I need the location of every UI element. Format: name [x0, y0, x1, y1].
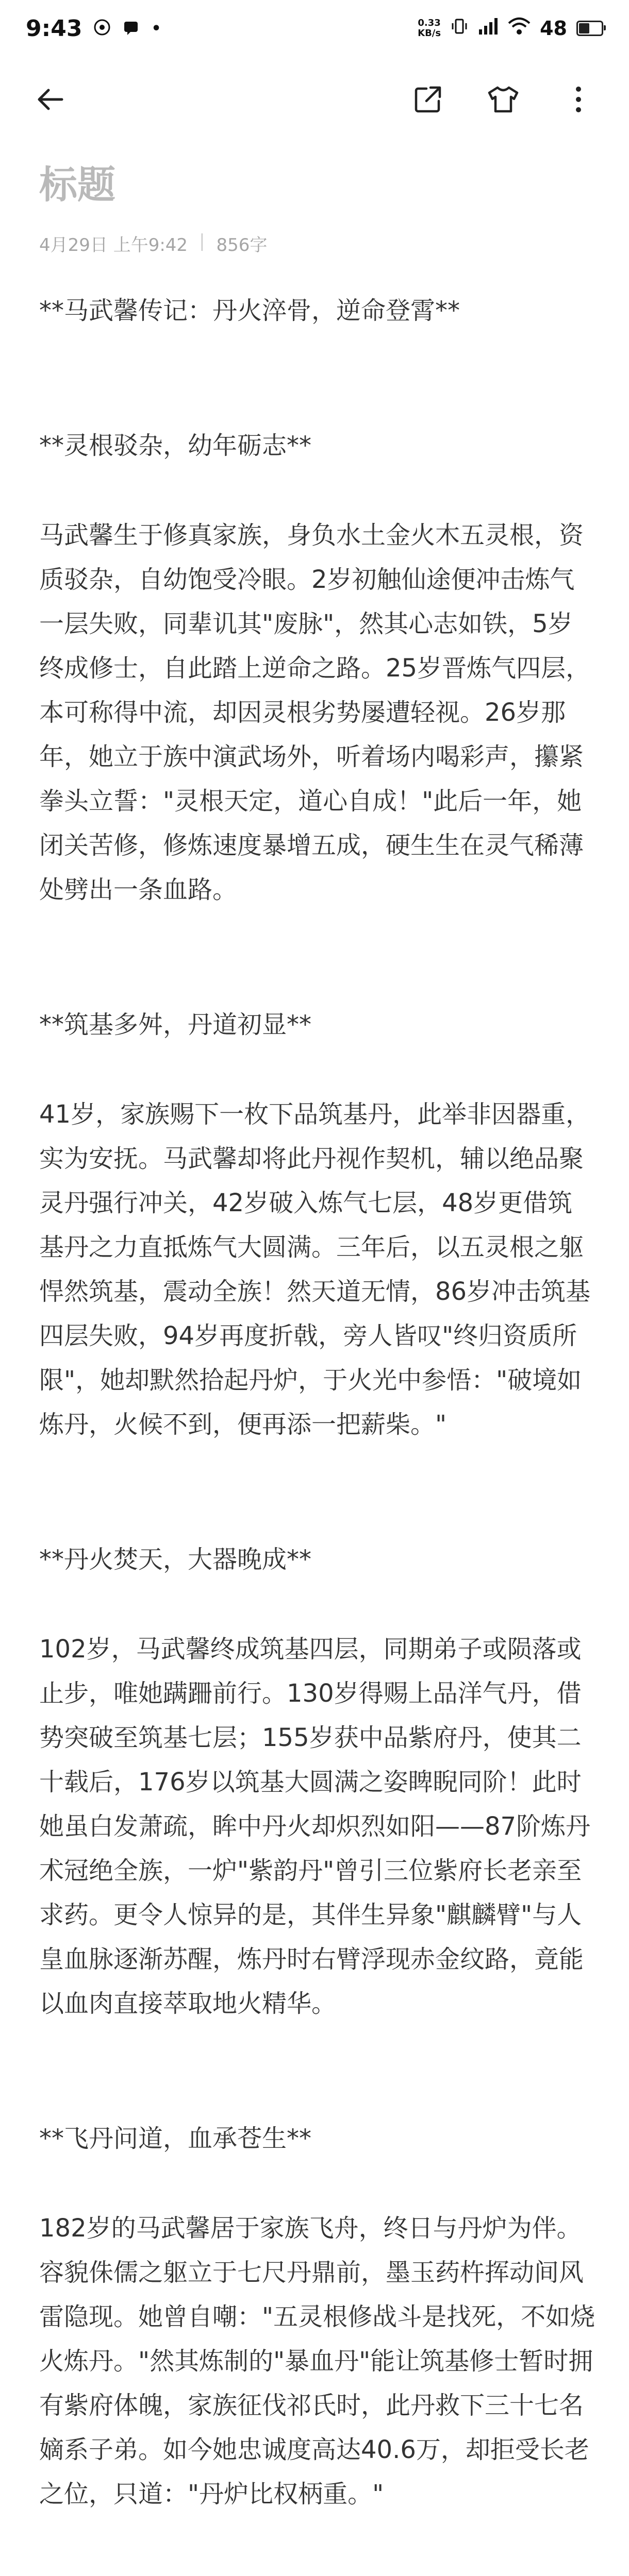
back-button[interactable]	[31, 81, 70, 120]
toolbar-actions	[408, 81, 598, 120]
message-icon	[122, 15, 140, 42]
back-arrow-icon	[35, 84, 66, 117]
note-toolbar	[0, 62, 629, 139]
section-paragraph: 41岁，家族赐下一枚下品筑基丹，此举非因器重，实为安抚。马武馨却将此丹视作契机，辅以绝品聚灵丹强行冲关，42岁破入炼气七层，48岁更借筑基丹之力直抵炼气大圆满。三年后，以五灵根之躯悍然筑基，震动全族！然天道无情，86岁冲击筑基四层失败，94岁再度折戟，旁人皆叹"终归资质所限"，她却默然拾起丹炉，于火光中参悟："破境如炼丹，火候不到，便再添一把薪柴。"	[39, 1100, 591, 1439]
notification-icon	[93, 15, 111, 42]
meta-separator: |	[199, 231, 205, 251]
network-speed: 0.33 KB/s	[418, 18, 441, 39]
shirt-icon	[487, 84, 519, 116]
dot-icon: •	[151, 19, 161, 38]
battery-fill	[579, 23, 589, 33]
status-bar	[0, 0, 629, 57]
section-paragraph: 182岁的马武馨居于家族飞舟，终日与丹炉为伴。容貌侏儒之躯立于七尺丹鼎前，墨玉药杵挥动间风雷隐现。她曾自嘲："五灵根修战斗是找死，不如烧火炼丹。"然其炼制的"暴血丹"能让筑基修士暂时拥有紫府体魄，家族征伐祁氏时，此丹救下三十七名嫡系子弟。如今她忠诚度高达40.6万，却拒受长老之位，只道："丹炉比权柄重。"	[39, 2214, 595, 2509]
status-time: 9:43	[26, 15, 82, 42]
battery-icon	[576, 21, 603, 36]
note-meta	[39, 231, 267, 256]
signal-icon	[478, 17, 499, 40]
status-right	[418, 17, 603, 40]
section-heading: **飞丹问道，血承苍生**	[39, 2124, 312, 2153]
more-icon	[573, 84, 584, 117]
note-title-field[interactable]: 标题	[39, 163, 115, 207]
main-title: **马武馨传记：丹火淬骨，逆命登霄**	[39, 296, 460, 325]
wifi-icon	[508, 17, 531, 40]
section-heading: **筑基多舛，丹道初显**	[39, 1010, 312, 1039]
note-char-count: 856字	[216, 235, 268, 256]
section-heading: **丹火焚天，大器晚成**	[39, 1545, 312, 1574]
note-date: 4月29日 上午9:42	[39, 235, 188, 256]
battery-percent: 48	[540, 17, 567, 40]
section-paragraph: 马武馨生于修真家族，身负水土金火木五灵根，资质驳杂，自幼饱受冷眼。2岁初触仙途便冲击炼气一层失败，同辈讥其"废脉"，然其心志如铁，5岁终成修士，自此踏上逆命之路。25岁晋炼气四层，本可称得中流，却因灵根劣势屡遭轻视。26岁那年，她立于族中演武场外，听着场内喝彩声，攥紧拳头立誓："灵根天定，道心自成！"此后一年，她闭关苦修，修炼速度暴增五成，硬生生在灵气稀薄处劈出一条血路。	[39, 521, 591, 904]
note-body[interactable]	[39, 289, 596, 2576]
section-paragraph: 102岁，马武馨终成筑基四层，同期弟子或陨落或止步，唯她蹒跚前行。130岁得赐上品洋气丹，借势突破至筑基七层；155岁获中品紫府丹，使其二十载后，176岁以筑基大圆满之姿睥睨同阶！此时她虽白发萧疏，眸中丹火却炽烈如阳——87阶炼丹术冠绝全族，一炉"紫韵丹"曾引三位紫府长老亲至求药。更令人惊异的是，其伴生异象"麒麟臂"与人皇血脉逐渐苏醒，炼丹时右臂浮现赤金纹路，竟能以血肉直接萃取地火精华。	[39, 1635, 591, 2018]
status-left	[26, 15, 161, 42]
share-icon	[413, 84, 443, 116]
vibrate-icon	[450, 17, 469, 40]
section-heading: **灵根驳杂，幼年砺志**	[39, 431, 312, 460]
more-button[interactable]	[559, 81, 598, 120]
share-button[interactable]	[408, 81, 448, 120]
theme-button[interactable]	[484, 81, 523, 120]
